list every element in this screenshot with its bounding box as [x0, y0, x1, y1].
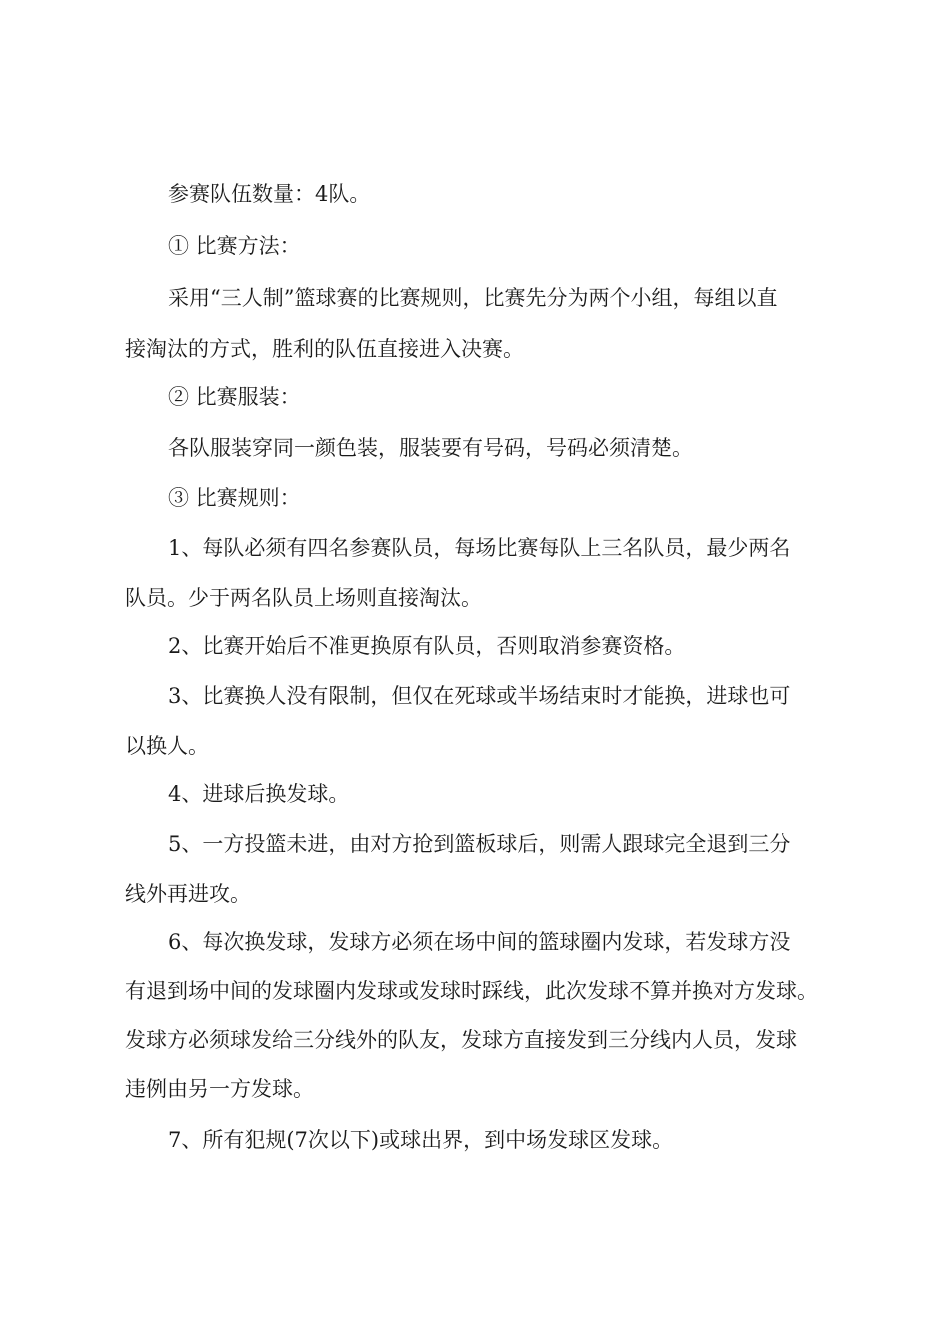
- text-line: 采用“三人制”篮球赛的比赛规则，比赛先分为两个小组，每组以直: [168, 286, 778, 310]
- text-line: 3、比赛换人没有限制，但仅在死球或半场结束时才能换，进球也可: [168, 684, 791, 708]
- text-line: 1、每队必须有四名参赛队员，每场比赛每队上三名队员，最少两名: [168, 536, 791, 560]
- text-line: ③ 比赛规则：: [168, 486, 301, 510]
- text-line: 队员。少于两名队员上场则直接淘汰。: [125, 586, 482, 610]
- text-line: 以换人。: [125, 734, 209, 758]
- text-line: 线外再进攻。: [125, 882, 251, 906]
- text-line: 有退到场中间的发球圈内发球或发球时踩线，此次发球不算并换对方发球。: [125, 979, 818, 1003]
- text-line: 4、进球后换发球。: [168, 782, 350, 806]
- text-line: 违例由另一方发球。: [125, 1077, 314, 1101]
- text-line: 各队服装穿同一颜色装，服装要有号码，号码必须清楚。: [168, 436, 693, 460]
- text-line: 参赛队伍数量：4队。: [168, 182, 371, 206]
- text-line: 7、所有犯规(7次以下)或球出界，到中场发球区发球。: [168, 1128, 674, 1152]
- text-line: ① 比赛方法：: [168, 234, 301, 258]
- text-line: 发球方必须球发给三分线外的队友，发球方直接发到三分线内人员，发球: [125, 1028, 797, 1052]
- text-line: 2、比赛开始后不准更换原有队员，否则取消参赛资格。: [168, 634, 686, 658]
- text-line: 接淘汰的方式，胜利的队伍直接进入决赛。: [125, 337, 524, 361]
- text-line: 5、一方投篮未进，由对方抢到篮板球后，则需人跟球完全退到三分: [168, 832, 791, 856]
- text-line: ② 比赛服装：: [168, 385, 301, 409]
- text-line: 6、每次换发球，发球方必须在场中间的篮球圈内发球，若发球方没: [168, 930, 791, 954]
